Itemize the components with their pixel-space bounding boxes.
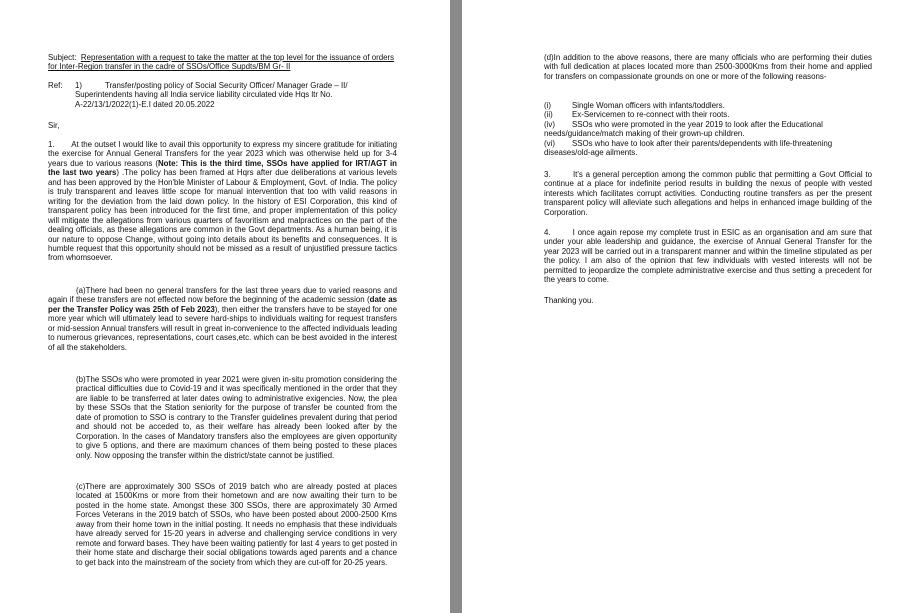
paragraph-d: (d)In addition to the above reasons, there are many officials who are performing their duties with full dedication at places located more than 2500-3000Kms from their home and applied for transfers on compassionate grounds on one or more of the following reasons- — [544, 53, 872, 81]
page-gutter — [450, 0, 462, 613]
p4-number: 4. — [544, 228, 551, 237]
p3-number: 3. — [544, 170, 551, 179]
reference-block — [48, 81, 408, 109]
paragraph-4 — [544, 228, 872, 285]
list-item-number: (iv) — [544, 119, 555, 129]
p4-text: I once again repose my complete trust in ESIC as an organisation and am sure that under your able leadership and guidance, the exercise of Annual General Transfer for the year 2023 will be carried out in a transparent manner and within the timeline stipulated as per the policy. I am also of the opinion that few individuals with vested interests will not be permitted to jeopardize the complete administrative exercise and thus setting a precedent for the years to come. — [544, 228, 872, 285]
list-item-text: SSOs who have to look after their parents/dependents with life-threatening diseases/old-age ailments. — [544, 138, 833, 158]
paragraph-1 — [48, 140, 397, 263]
list-item-text: Single Woman officers with infants/toddlers. — [572, 101, 725, 110]
list-item — [544, 139, 872, 158]
ref-line-2: Superintendents having all India service liability circulated vide Hqs ltr No. — [75, 90, 333, 100]
list-item — [544, 110, 872, 119]
pa-text-b: ), then either the transfers have to be stayed for one more year which will ultimately lead to severe hard-ships to individuals waiting for request transfers or mid-session Annual transfers will result in great in-convenience to the affected individuals leading to numerous grievances, representations, court cases,etc. which can be best avoided in the interest of all the stakeholders. — [48, 304, 397, 352]
list-item-number: (vi) — [544, 138, 555, 148]
list-item-number: (i) — [544, 101, 552, 110]
ref-line-3: A-22/13/1/2022(1)-E.I dated 20.05.2022 — [75, 99, 215, 109]
list-item-text: Ex-Servicemen to re-connect with their roots. — [572, 110, 730, 120]
subject-label: Subject: — [48, 53, 77, 62]
ref-number: 1) — [75, 81, 83, 90]
p1-number: 1. — [48, 140, 55, 149]
paragraph-3 — [544, 170, 872, 217]
p1-bold-note: Note: This is the third time, SSOs have applied for IRT/AGT in the last two years — [48, 158, 397, 178]
pa-text-a: (a)There had been no general transfers for the last three years due to varied reasons and again if these transfers are not effected now before the beginning of the academic session ( — [48, 286, 397, 305]
ref-label: Ref: — [48, 81, 63, 90]
list-item — [544, 101, 872, 110]
p1-text-a: At the outset I would like to avail this opportunity to express my sincere gratitude for initiating the exercise for Annual General Transfers for the year 2023 which was otherwise held up for 3-4 years due to various reasons ( — [48, 140, 397, 168]
pa-bold-date: date as per the Transfer Policy was 25th of Feb 2023 — [48, 295, 397, 314]
p3-text: It's a general perception among the common public that permitting a Govt Official to continue at a place for indefinite period results in building the nexus of people with vested interests which facilitates corrupt activities. Conducting routine transfers as per the present transparent policy will alleviate such allegations and helps in enhanced image building of the Corporation. — [544, 170, 872, 217]
list-item-number: (ii) — [544, 110, 553, 120]
salutation: Sir, — [48, 121, 60, 130]
list-item-text: SSOs who were promoted in the year 2019 to look after the Educational needs/guidance/match making of their grown-up children. — [544, 119, 823, 139]
list-item — [544, 120, 872, 139]
page-right — [462, 0, 900, 613]
reasons-list — [544, 101, 872, 158]
ref-line-1: Transfer/posting policy of Social Security Officer/ Manager Grade – II/ — [105, 81, 348, 90]
paragraph-b: (b)The SSOs who were promoted in year 2021 were given in-situ promotion considering the practical difficulties due to Covid-19 and it was specifically mentioned in the order that they are liable to be transferred at later dates owing to administrative exigencies. Now, the plea by these SSOs that the Station seniority for the purpose of transfer be counted from the date of promotion to SSO is contrary to the Transfer guidelines prevalent during that period and should not be acceded to, as their welfare has already been looked after by the Corporation. In the cases of Mandatory transfers also the employees are given opportunity to give 5 options, and there are maximum chances of them being posted to these places only. Now opposing the transfer within the district/state cannot be justified. — [76, 375, 397, 460]
closing-line: Thanking you. — [544, 296, 594, 305]
paragraph-a — [48, 286, 397, 352]
paragraph-c: (c)There are approximately 300 SSOs of 2019 batch who are already posted at places located at 1500Kms or more from their hometown and are now awaiting their turn to be posted in the home state. Amongst these 300 SSOs, there are approximately 30 Armed Forces Veterans in the 2019 batch of SSOs, who have been posted about 2000-2500 Kms away from their home town in the initial posting. It needs no emphasis that these individuals have already served for 15-20 years in adverse and challenging service conditions in very remote and forward bases. They have been waiting patiently for last 4 years to get posted in their home state and discharge their social obligations towards aged parents and a chance to get back into the mainstream of the society from which they are cut-off for 20-25 years. — [76, 482, 397, 567]
subject-text: Representation with a request to take the matter at the top level for the issuance of orders for Inter-Region transfer in the cadre of SSOs/Office Supdts/BM Gr- II — [48, 53, 395, 72]
p1-text-b: ) .The policy has been framed at Hqrs after due deliberations at various levels and has been approved by the Hon'ble Minister of Labour & Employment, Govt. of India. The policy is truly transparent and leaves little scope for manual intervention that too with valid reasons in writing for the deviation from the laid down policy. In the history of ESI Corporation, this kind of transparent policy has been introduced for the first time, and proper implementation of this policy will mitigate the allegations from various quarters of favoritism and malpractices on the part of the dealing officials, as these allegations are common in the Govt departments. As a human being, it is our nature to oppose Change, without going into details about its benefits and consequences. It is humble request that this opportunity should not be missed as a result of unjustified pressure tactics from whomsoever. — [48, 168, 397, 263]
subject-block — [48, 53, 398, 72]
